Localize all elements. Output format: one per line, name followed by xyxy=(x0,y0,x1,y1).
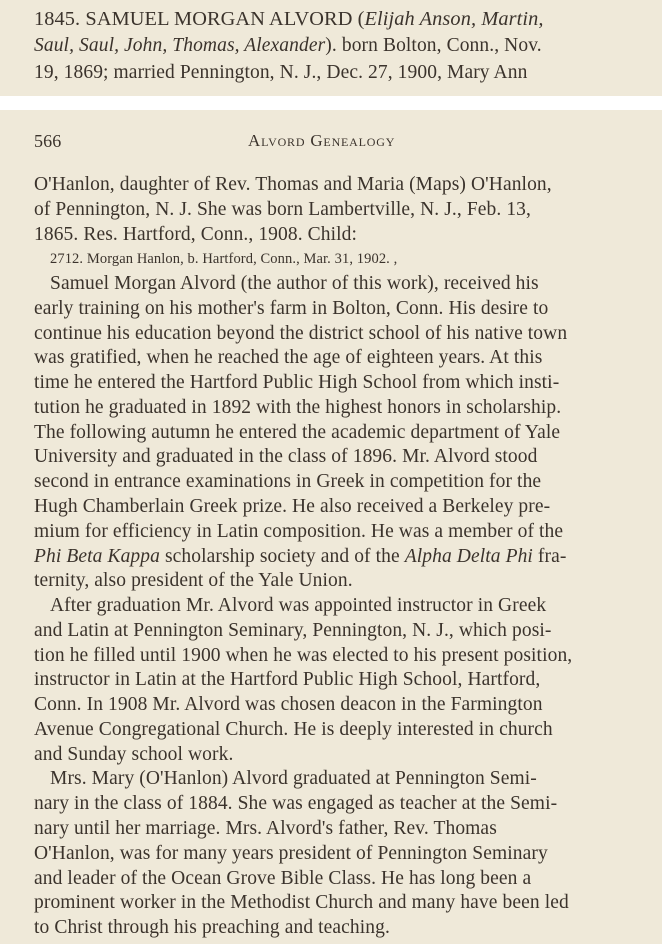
prev-line-2-text: ). born Bolton, Conn., Nov. xyxy=(325,35,542,56)
body-text-span: fra- xyxy=(532,545,567,567)
running-title: Alvord Genealogy xyxy=(248,131,396,150)
body-line: second in entrance examinations in Greek in competition for the xyxy=(34,471,542,493)
body-line: nary in the class of 1884. She was engaged as teacher at the Semi- xyxy=(34,793,558,815)
body-line: Mrs. Mary (O'Hanlon) Alvord graduated at Pennington Semi- xyxy=(50,768,537,790)
child-entry: 2712. Morgan Hanlon, b. Hartford, Conn., Mar. 31, 1902. , xyxy=(50,251,398,268)
body-line: and Latin at Pennington Seminary, Pennington, N. J., which posi- xyxy=(34,619,552,641)
body-line: prominent worker in the Methodist Church and many have been led xyxy=(34,892,569,914)
body-line: time he entered the Hartford Public High School from which insti- xyxy=(34,372,560,394)
body-line: was gratified, when he reached the age of eighteen years. At this xyxy=(34,347,543,369)
body-line: 1865. Res. Hartford, Conn., 1908. Child: xyxy=(34,223,358,245)
body-line: Conn. In 1908 Mr. Alvord was chosen deacon in the Farmington xyxy=(34,694,543,716)
body-line: continue his education beyond the district school of his native town xyxy=(34,322,568,344)
body-line: mium for efficiency in Latin composition. He was a member of the xyxy=(34,520,564,542)
body-line: and Sunday school work. xyxy=(34,743,234,765)
body-line: Avenue Congregational Church. He is deeply interested in church xyxy=(34,718,553,740)
body-line: University and graduated in the class of 1896. Mr. Alvord stood xyxy=(34,446,538,468)
prev-line-3: 19, 1869; married Pennington, N. J., Dec. 27, 1900, Mary Ann xyxy=(34,62,528,83)
prev-line-2-italic: Saul, Saul, John, Thomas, Alexander xyxy=(34,35,326,56)
body-line: The following autumn he entered the academic department of Yale xyxy=(34,421,561,443)
body-line: and leader of the Ocean Grove Bible Class. He has long been a xyxy=(34,867,532,889)
body-line: After graduation Mr. Alvord was appointed instructor in Greek xyxy=(50,595,547,616)
body-line: Hugh Chamberlain Greek prize. He also received a Berkeley pre- xyxy=(34,496,551,517)
body-line: of Pennington, N. J. She was born Lambertville, N. J., Feb. 13, xyxy=(34,198,531,220)
body-line: O'Hanlon, was for many years president of Pennington Seminary xyxy=(34,842,548,864)
page-number: 566 xyxy=(34,131,62,151)
body-line: O'Hanlon, daughter of Rev. Thomas and Maria (Maps) O'Hanlon, xyxy=(34,174,552,195)
body-text-span: scholarship society and of the xyxy=(159,545,405,567)
prev-line-1-text: 1845. SAMUEL MORGAN ALVORD ( xyxy=(34,8,365,30)
body-line-mixed xyxy=(34,545,566,569)
body-line: to Christ through his preaching and teaching. xyxy=(34,917,390,938)
body-line: instructor in Latin at the Hartford Public High School, Hartford, xyxy=(34,669,541,691)
body-line: ternity, also president of the Yale Union. xyxy=(34,570,353,592)
body-line: tion he filled until 1900 when he was elected to his present position, xyxy=(34,644,573,666)
phi-beta-kappa: Phi Beta Kappa xyxy=(34,545,160,567)
prev-line-1 xyxy=(34,7,654,31)
body-line: nary until her marriage. Mrs. Alvord's father, Rev. Thomas xyxy=(34,817,497,839)
page-divider xyxy=(0,96,662,110)
alpha-delta-phi: Alpha Delta Phi xyxy=(404,545,533,567)
body-line: early training on his mother's farm in Bolton, Conn. His desire to xyxy=(34,297,549,319)
prev-line-2 xyxy=(34,34,542,58)
body-line: Samuel Morgan Alvord (the author of this work), received his xyxy=(50,273,539,295)
prev-line-1-italic: Elijah Anson, Martin, xyxy=(364,8,544,30)
body-line: tution he graduated in 1892 with the highest honors in scholarship. xyxy=(34,396,562,418)
